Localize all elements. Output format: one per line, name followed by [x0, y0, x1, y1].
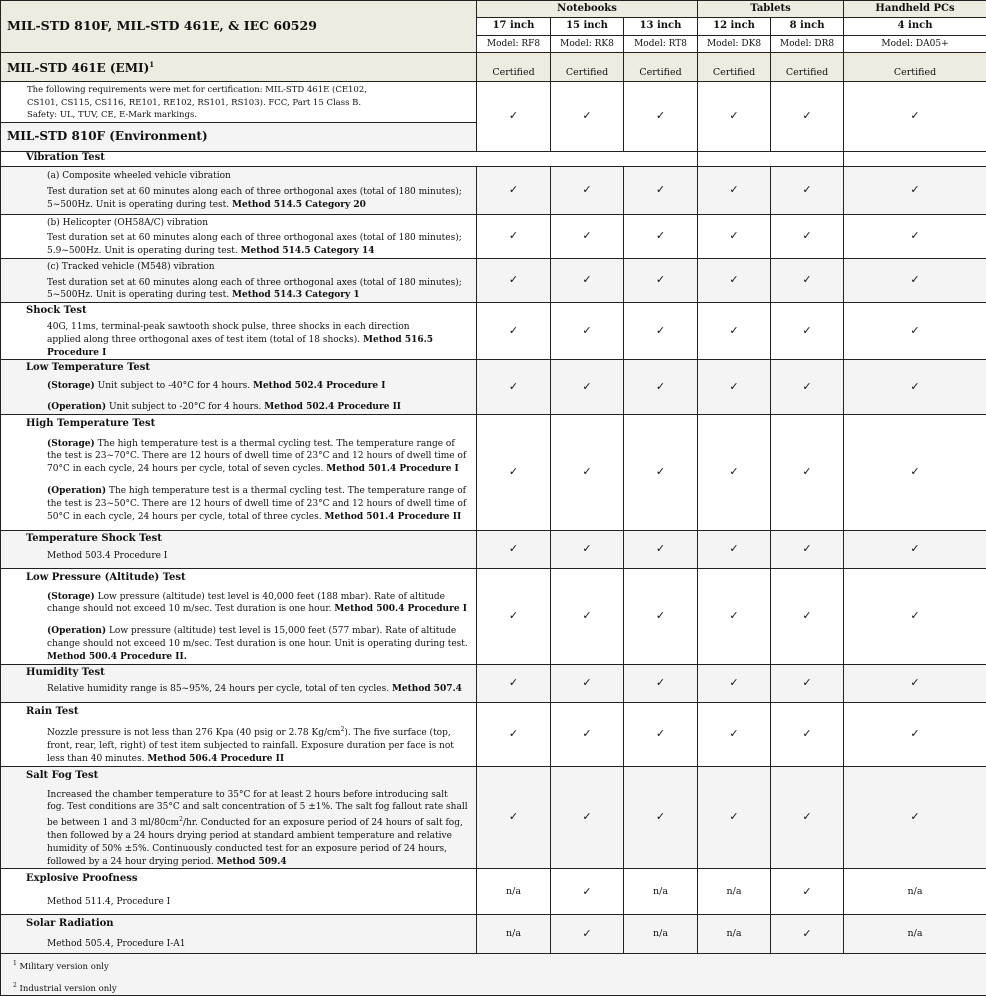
check-mark: ✓	[844, 82, 986, 152]
vibration-test-heading: Vibration Test	[1, 151, 698, 166]
check-mark: ✓	[771, 869, 844, 915]
check-mark: ✓	[698, 166, 771, 214]
salt-fog-test: Salt Fog Test Increased the chamber temperature to 35°C for at least 2 hours before introducing salt fog. Test conditions are 35°C and salt concentration of 5 ±1%. The salt fog fallout rate shall be between 1 and 3 $ml/80cm^2/hr$. Conducted for an exposure period of 24 hours of salt fog, then followed by a 24 hours drying period at standard ambient temperature and relative humidity of 50% ±5%. Continuously conducted test for an exposure period of 24 hours, followed by a 24 hour drying period. Method 509.4	[1, 766, 477, 869]
environment-heading: MIL-STD 810F (Environment)	[1, 122, 477, 151]
check-mark: ✓	[844, 530, 986, 568]
check-mark: ✓	[771, 414, 844, 530]
model-dk8: Model: DK8	[698, 36, 771, 53]
check-mark: ✓	[551, 258, 624, 302]
check-mark: ✓	[844, 766, 986, 869]
check-mark: ✓	[624, 214, 698, 258]
check-mark: ✓	[624, 702, 698, 766]
check-mark: ✓	[771, 82, 844, 152]
check-mark: ✓	[551, 214, 624, 258]
check-mark: ✓	[698, 258, 771, 302]
emi-heading: MIL-STD 461E (EMI)$^1$	[1, 53, 477, 82]
na-mark: n/a	[844, 869, 986, 915]
check-mark: ✓	[551, 360, 624, 414]
check-mark: ✓	[771, 258, 844, 302]
check-mark: ✓	[771, 166, 844, 214]
check-mark: ✓	[698, 82, 771, 152]
table-title: MIL-STD 810F, MIL-STD 461E, & IEC 60529	[1, 1, 477, 53]
certified-label: Certified	[624, 53, 698, 82]
check-mark: ✓	[477, 568, 551, 664]
size-8: 8 inch	[771, 18, 844, 36]
footnote-1: $^1$ Military version only	[13, 958, 986, 973]
check-mark: ✓	[844, 166, 986, 214]
na-mark: n/a	[844, 915, 986, 954]
check-mark: ✓	[477, 82, 551, 152]
low-pressure-test: Low Pressure (Altitude) Test (Storage) Low pressure (altitude) test level is 40,000 feet (188 mbar). Rate of altitude change should not exceed 10 m/sec. Test duration is one hour. Method 500.4 Procedure I (Operation) Low pressure (altitude) test level is 15,000 feet (577 mbar). Rate of altitude change should not exceed 10 m/sec. Test duration is one hour. Unit is operating during test. Method 500.4 Procedure II.	[1, 568, 477, 664]
check-mark: ✓	[698, 303, 771, 360]
shock-test: Shock Test 40G, 11ms, terminal-peak sawtooth shock pulse, three shocks in each direction applied along three orthogonal axes of test item (total of 18 shocks). Method 516.5 Procedure I	[1, 303, 477, 360]
check-mark: ✓	[477, 166, 551, 214]
vibration-a: (a) Composite wheeled vehicle vibration Test duration set at 60 minutes along each of three orthogonal axes (total of 180 minutes); 5~500Hz. Unit is operating during test. Method 514.5 Category 20	[1, 166, 477, 214]
check-mark: ✓	[698, 530, 771, 568]
explosive-proofness: Explosive Proofness Method 511.4, Procedure I	[1, 869, 477, 915]
certified-label: Certified	[698, 53, 771, 82]
model-rk8: Model: RK8	[551, 36, 624, 53]
check-mark: ✓	[624, 568, 698, 664]
na-mark: n/a	[477, 915, 551, 954]
check-mark: ✓	[771, 360, 844, 414]
check-mark: ✓	[771, 664, 844, 702]
check-mark: ✓	[551, 915, 624, 954]
group-tablets: Tablets	[698, 1, 844, 18]
check-mark: ✓	[771, 214, 844, 258]
check-mark: ✓	[624, 530, 698, 568]
check-mark: ✓	[844, 360, 986, 414]
check-mark: ✓	[698, 214, 771, 258]
check-mark: ✓	[771, 530, 844, 568]
check-mark: ✓	[624, 258, 698, 302]
check-mark: ✓	[477, 214, 551, 258]
check-mark: ✓	[771, 766, 844, 869]
check-mark: ✓	[844, 414, 986, 530]
check-mark: ✓	[551, 702, 624, 766]
na-mark: n/a	[624, 915, 698, 954]
model-da05: Model: DA05+	[844, 36, 986, 53]
vibration-c: (c) Tracked vehicle (M548) vibration Test duration set at 60 minutes along each of three orthogonal axes (total of 180 minutes); 5~500Hz. Unit is operating during test. Method 514.3 Category 1	[1, 258, 477, 302]
size-17: 17 inch	[477, 18, 551, 36]
check-mark: ✓	[551, 869, 624, 915]
vibration-b: (b) Helicopter (OH58A/C) vibration Test duration set at 60 minutes along each of three orthogonal axes (total of 180 minutes); 5.9~500Hz. Unit is operating during test. Method 514.5 Category 14	[1, 214, 477, 258]
check-mark: ✓	[624, 664, 698, 702]
low-temperature-test: Low Temperature Test (Storage) Unit subject to -40°C for 4 hours. Method 502.4 Procedure I (Operation) Unit subject to -20°C for 4 hours. Method 502.4 Procedure II	[1, 360, 477, 414]
check-mark: ✓	[551, 82, 624, 152]
check-mark: ✓	[624, 166, 698, 214]
check-mark: ✓	[698, 664, 771, 702]
check-mark: ✓	[551, 166, 624, 214]
check-mark: ✓	[477, 702, 551, 766]
size-13: 13 inch	[624, 18, 698, 36]
model-rt8: Model: RT8	[624, 36, 698, 53]
certified-label: Certified	[844, 53, 986, 82]
emi-requirements: The following requirements were met for certification: MIL-STD 461E (CE102, CS101, CS115, CS116, RE101, RE102, RS101, RS103). FCC, Part 15 Class B. Safety: UL, TUV, CE, E-Mark markings.	[1, 82, 477, 123]
na-mark: n/a	[698, 869, 771, 915]
check-mark: ✓	[551, 303, 624, 360]
check-mark: ✓	[477, 258, 551, 302]
na-mark: n/a	[477, 869, 551, 915]
check-mark: ✓	[551, 530, 624, 568]
rain-test: Rain Test Nozzle pressure is not less than 276 Kpa (40 psig or 2.78 $Kg/cm^2$). The five surface (top, front, rear, left, right) of test item subjected to rainfall. Exposure duration per face is not less than 40 minutes. Method 506.4 Procedure II	[1, 702, 477, 766]
check-mark: ✓	[624, 414, 698, 530]
solar-radiation: Solar Radiation Method 505.4, Procedure I-A1	[1, 915, 477, 954]
check-mark: ✓	[844, 664, 986, 702]
check-mark: ✓	[551, 766, 624, 869]
certified-label: Certified	[477, 53, 551, 82]
check-mark: ✓	[477, 360, 551, 414]
check-mark: ✓	[698, 414, 771, 530]
temperature-shock-test: Temperature Shock Test Method 503.4 Procedure I	[1, 530, 477, 568]
check-mark: ✓	[477, 530, 551, 568]
group-notebooks: Notebooks	[477, 1, 698, 18]
check-mark: ✓	[844, 303, 986, 360]
check-mark: ✓	[771, 303, 844, 360]
check-mark: ✓	[477, 766, 551, 869]
certified-label: Certified	[771, 53, 844, 82]
check-mark: ✓	[624, 360, 698, 414]
certified-label: Certified	[551, 53, 624, 82]
check-mark: ✓	[551, 568, 624, 664]
check-mark: ✓	[844, 214, 986, 258]
check-mark: ✓	[477, 664, 551, 702]
footnotes	[1, 954, 986, 996]
na-mark: n/a	[698, 915, 771, 954]
check-mark: ✓	[844, 702, 986, 766]
check-mark: ✓	[771, 702, 844, 766]
check-mark: ✓	[698, 360, 771, 414]
check-mark: ✓	[624, 766, 698, 869]
size-12: 12 inch	[698, 18, 771, 36]
check-mark: ✓	[771, 915, 844, 954]
check-mark: ✓	[477, 303, 551, 360]
check-mark: ✓	[551, 414, 624, 530]
check-mark: ✓	[698, 568, 771, 664]
check-mark: ✓	[477, 414, 551, 530]
high-temperature-test: High Temperature Test (Storage) The high temperature test is a thermal cycling test. The temperature range of the test is 23~70°C. There are 12 hours of dwell time of 23°C and 12 hours of dwell time of 70°C in each cycle, 24 hours per cycle, total of seven cycles. Method 501.4 Procedure I (Operation) The high temperature test is a thermal cycling test. The temperature range of the test is 23~50°C. There are 12 hours of dwell time of 23°C and 12 hours of dwell time of 50°C in each cycle, 24 hours per cycle, total of three cycles. Method 501.4 Procedure II	[1, 414, 477, 530]
humidity-test: Humidity Test Relative humidity range is 85~95%, 24 hours per cycle, total of ten cycles. Method 507.4	[1, 664, 477, 702]
footnote-2: $^2$ Industrial version only	[13, 980, 986, 995]
check-mark: ✓	[698, 766, 771, 869]
size-15: 15 inch	[551, 18, 624, 36]
model-dr8: Model: DR8	[771, 36, 844, 53]
check-mark: ✓	[844, 568, 986, 664]
na-mark: n/a	[624, 869, 698, 915]
check-mark: ✓	[624, 303, 698, 360]
check-mark: ✓	[844, 258, 986, 302]
model-rf8: Model: RF8	[477, 36, 551, 53]
check-mark: ✓	[698, 702, 771, 766]
check-mark: ✓	[771, 568, 844, 664]
size-4: 4 inch	[844, 18, 986, 36]
group-handheld: Handheld PCs	[844, 1, 986, 18]
check-mark: ✓	[624, 82, 698, 152]
check-mark: ✓	[551, 664, 624, 702]
